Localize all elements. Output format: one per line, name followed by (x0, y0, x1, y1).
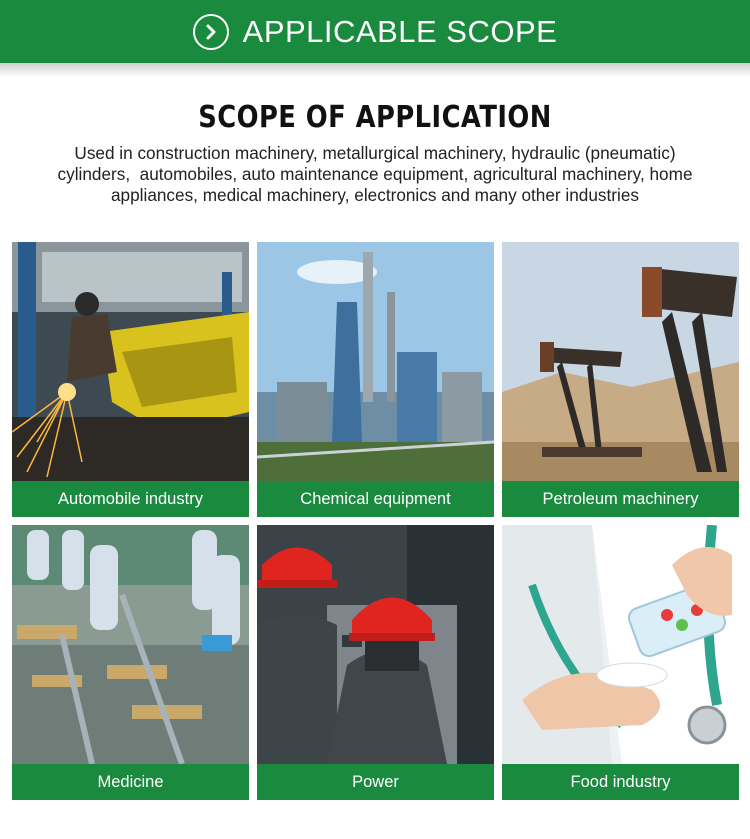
banner-shadow (0, 63, 750, 77)
banner-title: APPLICABLE SCOPE (242, 13, 558, 49)
card-medicine (12, 525, 249, 800)
food-industry-photo (502, 525, 739, 764)
power-photo (257, 525, 494, 764)
card-label: Food industry (502, 764, 739, 800)
automobile-industry-photo (12, 242, 249, 481)
header-banner (0, 0, 750, 63)
description-line: appliances, medical machinery, electronics and many other industries (111, 185, 639, 205)
medicine-photo (12, 525, 249, 764)
card-automobile-industry (12, 242, 249, 517)
card-label: Petroleum machinery (502, 481, 739, 517)
card-chemical-equipment (257, 242, 494, 517)
petroleum-machinery-photo (502, 242, 739, 481)
chevron-right-icon (193, 14, 229, 50)
description-line: cylinders, automobiles, auto maintenance equipment, agricultural machinery, home (57, 164, 693, 184)
section-heading: SCOPE OF APPLICATION (198, 100, 552, 135)
card-label: Medicine (12, 764, 249, 800)
description-line: Used in construction machinery, metallurgical machinery, hydraulic (pneumatic) (74, 143, 676, 163)
card-label: Chemical equipment (257, 481, 494, 517)
card-power (257, 525, 494, 800)
card-label: Power (257, 764, 494, 800)
card-label: Automobile industry (12, 481, 249, 517)
section-description (30, 143, 720, 206)
chemical-equipment-photo (257, 242, 494, 481)
card-food-industry (502, 525, 739, 800)
card-petroleum-machinery (502, 242, 739, 517)
